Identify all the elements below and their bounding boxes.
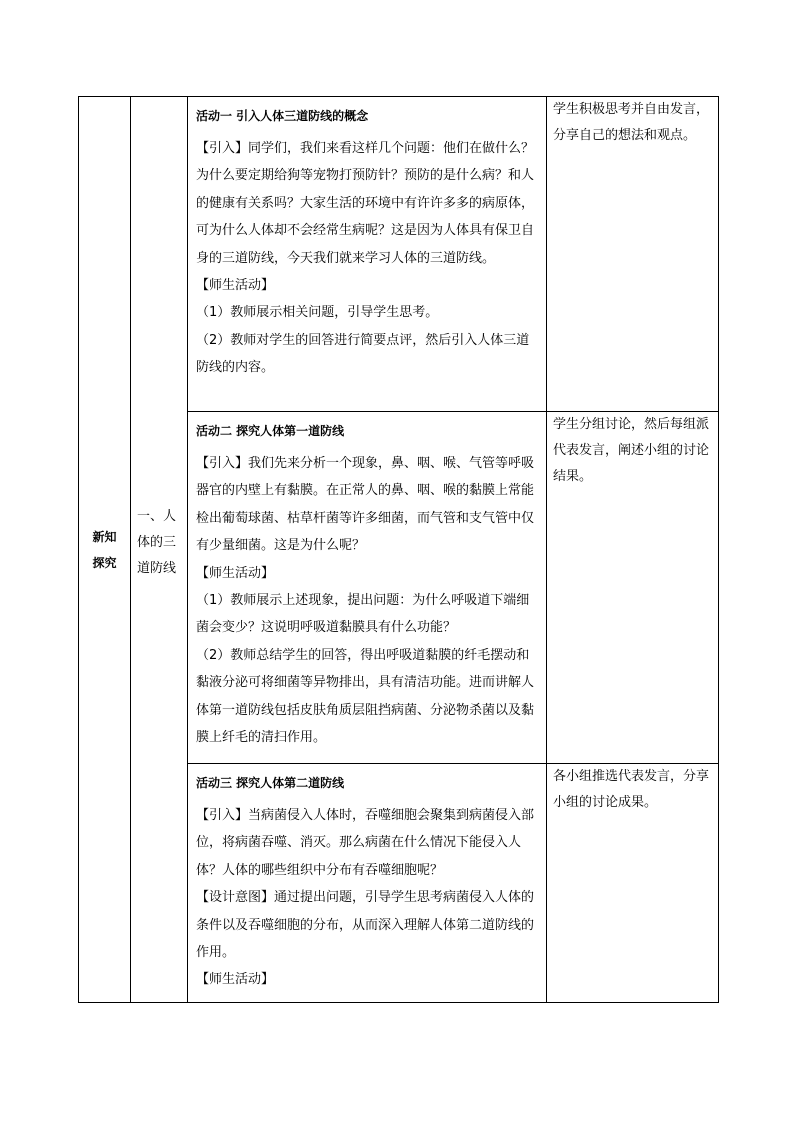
paragraph: （1）教师展示上述现象，提出问题：为什么呼吸道下端细菌会变少？这说明呼吸道黏膜具有什么功能？ [196,593,530,636]
student-cell [547,764,719,1003]
table-row [79,97,719,412]
paragraph: 【引入】我们先来分析一个现象，鼻、咽、喉、气管等呼吸器官的内壁上有黏膜。在正常人的鼻、咽、喉的黏膜上常能检出葡萄球菌、枯草杆菌等许多细菌，而气管和支气管中仅有少量细菌。这是为什么呢？ [196,456,535,554]
stage-cell [79,97,131,1003]
lesson-plan-table [78,96,719,1003]
activity-cell [188,412,547,764]
student-activity: 学生积极思考并自由发言，分享自己的想法和观点。 [553,102,710,143]
activity-2 [188,412,546,759]
activity-title: 活动一 引入人体三道防线的概念 [196,109,369,123]
activity-title: 活动三 探究人体第二道防线 [196,776,345,790]
paragraph: （1）教师展示相关问题，引导学生思考。 [196,305,439,321]
topic-label: 一、人体的三道防线 [137,508,177,576]
paragraph: 【师生活动】 [196,278,275,294]
paragraph: （2）教师总结学生的回答，得出呼吸道黏膜的纤毛摆动和黏液分泌可将细菌等异物排出，具有清洁功能。进而讲解人体第一道防线包括皮肤角质层阻挡病菌、分泌物杀菌以及黏膜上纤毛的清扫作用。 [196,647,535,746]
activity-cell [188,97,547,412]
paragraph: 【引入】同学们，我们来看这样几个问题：他们在做什么？为什么要定期给狗等宠物打预防针？预防的是什么病？和人的健康有关系吗？大家生活的环境中有许许多多的病原体，可为什么人体却不会经常生病呢？这是因为人体具有保卫自身的三道防线，今天我们就来学习人体的三道防线。 [196,141,535,266]
paragraph: 【师生活动】 [196,565,275,581]
student-cell [547,412,719,764]
stage-label-line: 探究 [92,555,117,570]
paragraph: 【师生活动】 [196,972,275,988]
student-activity: 各小组推选代表发言，分享小组的讨论成果。 [553,769,710,810]
paragraph: （2）教师对学生的回答进行简要点评，然后引入人体三道防线的内容。 [196,332,530,376]
stage-label-line: 新知 [92,529,117,544]
activity-3 [188,764,546,1002]
activity-1 [188,97,546,390]
student-cell [547,97,719,412]
topic-cell [131,97,188,1003]
activity-cell [188,764,547,1003]
activity-title: 活动二 探究人体第一道防线 [196,424,345,438]
student-activity: 学生分组讨论，然后每组派代表发言，阐述小组的讨论结果。 [553,417,710,484]
paragraph: 【设计意图】通过提出问题，引导学生思考病菌侵入人体的条件以及吞噬细胞的分布，从而深入理解人体第二道防线的作用。 [196,890,535,961]
stage-label [79,524,130,576]
paragraph: 【引入】当病菌侵入人体时，吞噬细胞会聚集到病菌侵入部位，将病菌吞噬、消灭。那么病菌在什么情况下能侵入人体？人体的哪些组织中分布有吞噬细胞呢？ [196,808,535,878]
